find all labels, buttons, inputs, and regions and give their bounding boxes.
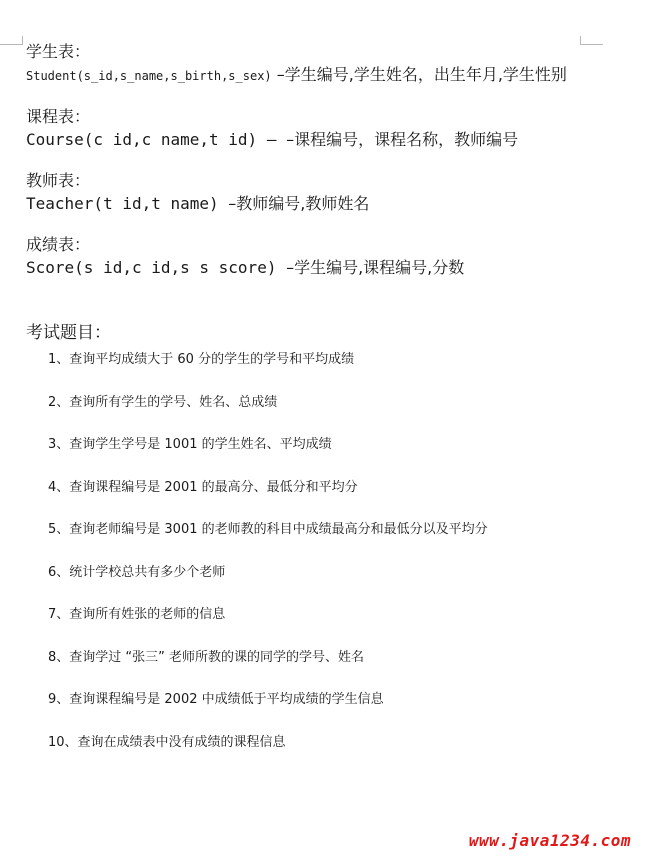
- site-watermark: www.java1234.com: [468, 831, 631, 850]
- score-table-desc: –学生编号,课程编号,分数: [286, 258, 465, 277]
- question-item: 8、查询学过 “张三” 老师所教的课的同学的学号、姓名: [48, 649, 365, 665]
- teacher-table-section: [26, 169, 586, 215]
- student-table-code: Student(s_id,s_name,s_birth,s_sex): [26, 69, 272, 83]
- question-item: 3、查询学生学号是 1001 的学生姓名、平均成绩: [48, 437, 332, 452]
- exam-section: [26, 321, 586, 752]
- question-item: 4、查询课程编号是 2001 的最高分、最低分和平均分: [48, 479, 358, 495]
- score-table-heading: 成绩表：: [26, 235, 91, 254]
- score-table-section: [26, 233, 586, 279]
- question-list: [26, 351, 586, 752]
- course-table-section: [26, 105, 586, 151]
- question-item: 6、统计学校总共有多少个老师: [48, 564, 226, 580]
- course-table-code: Course(c id,c name,t id) –: [26, 130, 287, 149]
- student-table-schema: [26, 64, 586, 87]
- question-item: 9、查询课程编号是 2002 中成绩低于平均成绩的学生信息: [48, 692, 384, 707]
- course-table-schema: [26, 129, 586, 151]
- question-item: 7、查询所有姓张的老师的信息: [48, 607, 226, 622]
- exam-title: 考试题目：: [26, 323, 111, 343]
- question-item: 2、查询所有学生的学号、姓名、总成绩: [48, 394, 278, 410]
- teacher-table-desc: –教师编号,教师姓名: [228, 194, 370, 213]
- teacher-table-code: Teacher(t id,t name): [26, 194, 229, 213]
- document-body: [26, 40, 586, 776]
- score-table-schema: [26, 257, 586, 279]
- score-table-code: Score(s id,c id,s s score): [26, 258, 287, 277]
- course-table-heading: 课程表：: [26, 107, 91, 126]
- student-table-heading: 学生表：: [26, 42, 91, 61]
- course-table-desc: –课程编号，课程名称，教师编号: [286, 130, 519, 149]
- question-item: 5、查询老师编号是 3001 的老师教的科目中成绩最高分和最低分以及平均分: [48, 522, 488, 537]
- teacher-table-schema: [26, 193, 586, 215]
- left-margin-mark: [0, 36, 23, 45]
- teacher-table-heading: 教师表：: [26, 171, 91, 190]
- student-table-section: [26, 40, 586, 87]
- question-item: 10、查询在成绩表中没有成绩的课程信息: [48, 734, 286, 750]
- student-table-desc: –学生编号,学生姓名，出生年月,学生性别: [271, 65, 567, 84]
- question-item: 1、查询平均成绩大于 60 分的学生的学号和平均成绩: [48, 352, 355, 367]
